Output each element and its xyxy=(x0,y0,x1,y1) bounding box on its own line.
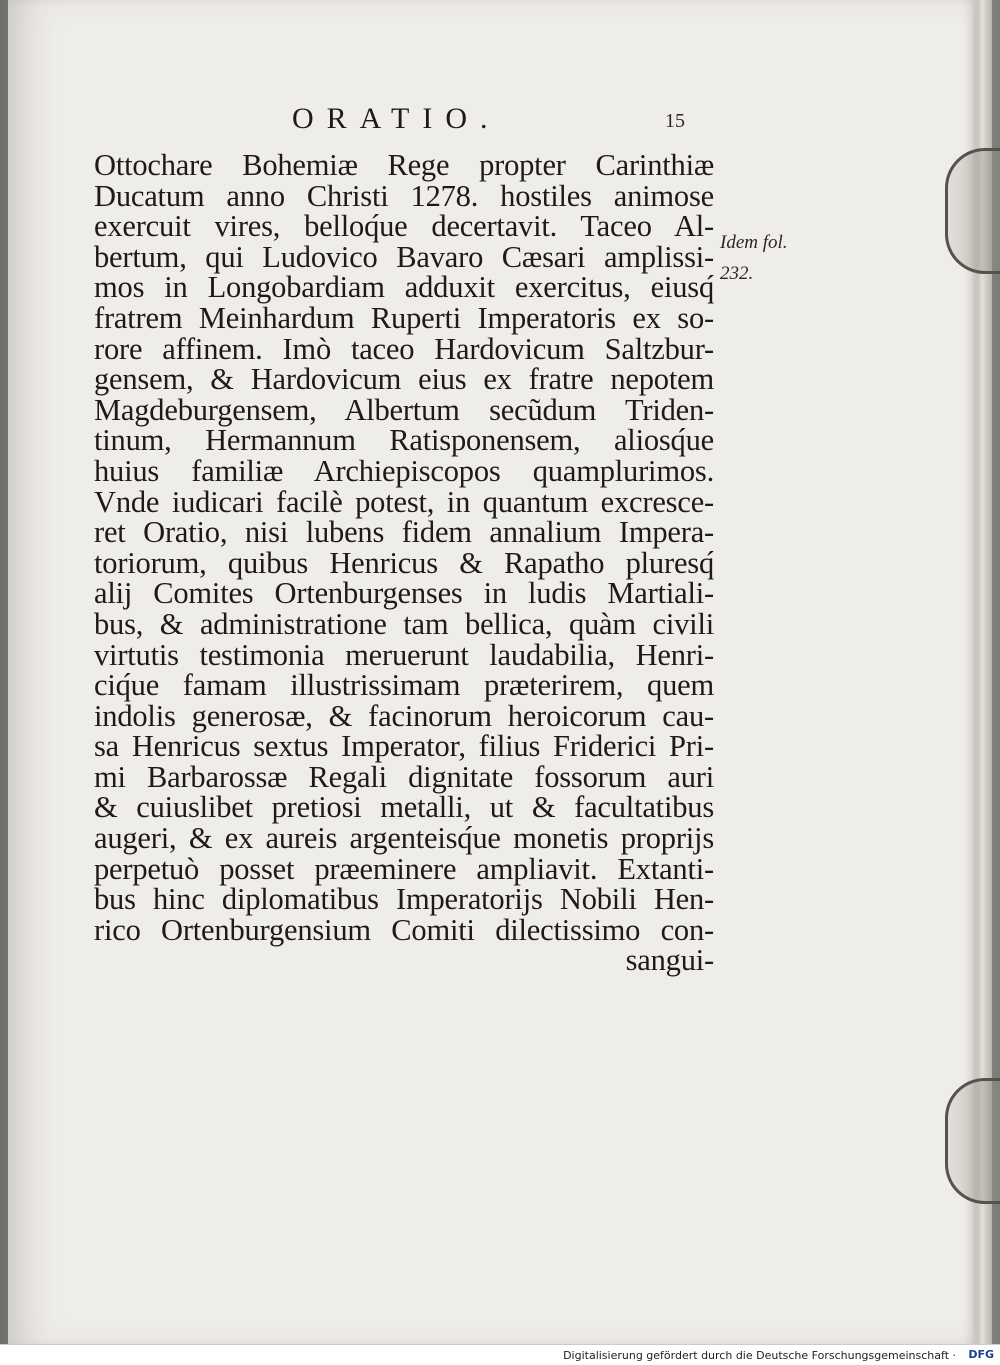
text-line: ret Oratio, nisi lubens fidem annalium Impera- xyxy=(94,515,714,550)
dfg-logo: DFG xyxy=(968,1348,994,1361)
footer-credit: Digitalisierung gefördert durch die Deutsche Forschungsgemeinschaft · xyxy=(563,1349,956,1362)
text-line: indolis generosæ, & facinorum heroicorum cau- xyxy=(94,698,714,733)
page-clip-bottom xyxy=(945,1078,1000,1204)
text-line: fratrem Meinhardum Ruperti Imperatoris ex so- xyxy=(94,300,714,335)
running-head: ORATIO. xyxy=(292,102,501,135)
text-line: rico Ortenburgensium Comiti dilectissimo con- xyxy=(94,912,714,947)
text-line: toriorum, quibus Henricus & Rapatho pluresq́ xyxy=(94,545,714,580)
text-line: bertum, qui Ludovico Bavaro Cæsari amplissi- xyxy=(94,239,714,274)
margin-note xyxy=(720,227,830,289)
text-line: Ducatum anno Christi 1278. hostiles animose xyxy=(94,178,714,213)
text-line: bus, & administratione tam bellica, quàm civili xyxy=(94,606,714,641)
text-line: exercuit vires, belloq́ue decertavit. Taceo Al- xyxy=(94,209,714,244)
body-text xyxy=(94,150,714,976)
text-line: perpetuò posset præeminere ampliavit. Extanti- xyxy=(94,851,714,886)
text-line: rore affinem. Imò taceo Hardovicum Saltzbur- xyxy=(94,331,714,366)
page-clip-top xyxy=(945,148,1000,274)
book-page xyxy=(8,0,973,1345)
text-line: augeri, & ex aureis argenteisq́ue monetis proprijs xyxy=(94,821,714,856)
text-line: Magdeburgensem, Albertum secũdum Triden- xyxy=(94,392,714,427)
text-line: mi Barbarossæ Regali dignitate fossorum auri xyxy=(94,759,714,794)
margin-note-line: Idem fol. xyxy=(720,232,788,253)
text-line: tinum, Hermannum Ratisponensem, aliosq́ue xyxy=(94,423,714,458)
text-line: sa Henricus sextus Imperator, filius Friderici Pri- xyxy=(94,729,714,764)
text-line: bus hinc diplomatibus Imperatorijs Nobili Hen- xyxy=(94,882,714,917)
footer-bar xyxy=(0,1344,1000,1365)
text-line: virtutis testimonia meruerunt laudabilia, Henri- xyxy=(94,637,714,672)
catchword: sangui- xyxy=(625,943,714,978)
text-line: Ottochare Bohemiæ Rege propter Carinthiæ xyxy=(94,148,714,182)
text-line: Vnde iudicari facilè potest, in quantum excresce- xyxy=(94,484,714,519)
text-line: gensem, & Hardovicum eius ex fratre nepotem xyxy=(94,362,714,397)
margin-note-line: 232. xyxy=(720,263,754,284)
text-line: ciq́ue famam illustrissimam præterirem, quem xyxy=(94,668,714,703)
text-line: & cuiuslibet pretiosi metalli, ut & facultatibus xyxy=(94,790,714,825)
text-line: alij Comites Ortenburgenses in ludis Martiali- xyxy=(94,576,714,611)
text-line: huius familiæ Archiepiscopos quamplurimos. xyxy=(94,453,714,488)
page-number: 15 xyxy=(665,110,685,132)
text-line: mos in Longobardiam adduxit exercitus, eiusq́ xyxy=(94,270,714,305)
